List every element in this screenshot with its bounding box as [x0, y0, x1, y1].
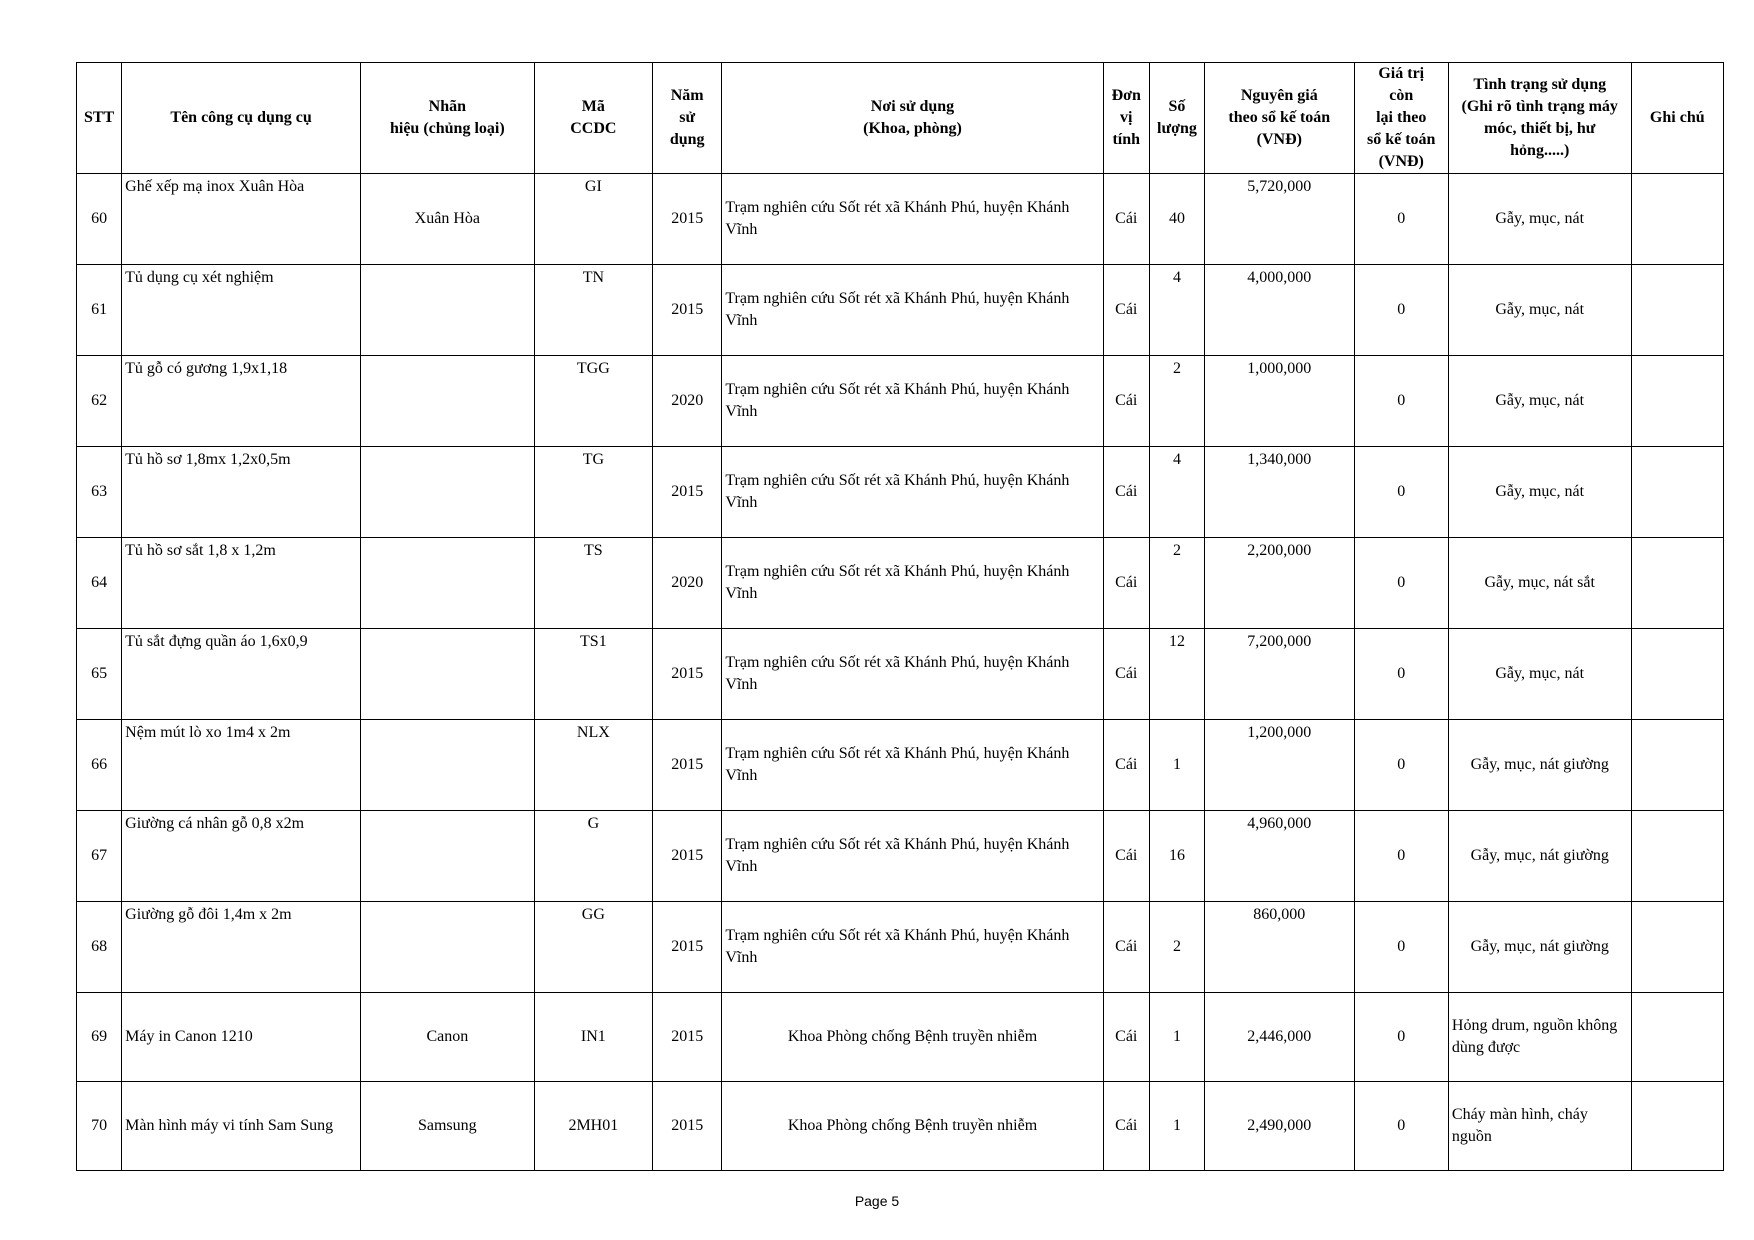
- header-residual: Giá trị còn lại theo sổ kế toán (VNĐ): [1354, 63, 1448, 174]
- cell-note: [1631, 265, 1723, 356]
- cell-name: Máy in Canon 1210: [122, 993, 361, 1082]
- cell-code: TGG: [534, 356, 652, 447]
- cell-cost: 2,446,000: [1205, 993, 1355, 1082]
- cell-year: 2015: [653, 720, 722, 811]
- cell-place: Trạm nghiên cứu Sốt rét xã Khánh Phú, huyện Khánh Vĩnh: [722, 265, 1103, 356]
- cell-name: Giường gỗ đôi 1,4m x 2m: [122, 902, 361, 993]
- cell-unit: Cái: [1103, 993, 1149, 1082]
- cell-year: 2020: [653, 356, 722, 447]
- cell-note: [1631, 902, 1723, 993]
- cell-status: Gẫy, mục, nát giường: [1448, 720, 1631, 811]
- cell-year: 2015: [653, 993, 722, 1082]
- cell-unit: Cái: [1103, 447, 1149, 538]
- cell-brand: [361, 629, 535, 720]
- cell-code: TS1: [534, 629, 652, 720]
- cell-unit: Cái: [1103, 356, 1149, 447]
- cell-name: Tủ hồ sơ 1,8mx 1,2x0,5m: [122, 447, 361, 538]
- cell-name: Tủ dụng cụ xét nghiệm: [122, 265, 361, 356]
- cell-qty: 2: [1149, 902, 1204, 993]
- cell-status: Cháy màn hình, cháy nguồn: [1448, 1082, 1631, 1171]
- cell-qty: 40: [1149, 174, 1204, 265]
- cell-place: Trạm nghiên cứu Sốt rét xã Khánh Phú, huyện Khánh Vĩnh: [722, 811, 1103, 902]
- cell-cost: 7,200,000: [1205, 629, 1355, 720]
- cell-brand: Canon: [361, 993, 535, 1082]
- cell-year: 2015: [653, 811, 722, 902]
- header-qty: Số lượng: [1149, 63, 1204, 174]
- cell-stt: 69: [77, 993, 122, 1082]
- cell-qty: 2: [1149, 538, 1204, 629]
- cell-cost: 1,200,000: [1205, 720, 1355, 811]
- cell-stt: 70: [77, 1082, 122, 1171]
- cell-residual: 0: [1354, 629, 1448, 720]
- cell-year: 2015: [653, 629, 722, 720]
- cell-brand: [361, 902, 535, 993]
- cell-note: [1631, 1082, 1723, 1171]
- table-row: [77, 538, 1724, 629]
- cell-residual: 0: [1354, 811, 1448, 902]
- header-place: Nơi sử dụng (Khoa, phòng): [722, 63, 1103, 174]
- cell-status: Gẫy, mục, nát: [1448, 174, 1631, 265]
- cell-unit: Cái: [1103, 1082, 1149, 1171]
- cell-unit: Cái: [1103, 720, 1149, 811]
- cell-year: 2015: [653, 902, 722, 993]
- cell-note: [1631, 811, 1723, 902]
- cell-unit: Cái: [1103, 811, 1149, 902]
- table-row: [77, 265, 1724, 356]
- cell-stt: 60: [77, 174, 122, 265]
- table-row: [77, 720, 1724, 811]
- table-row: [77, 447, 1724, 538]
- cell-year: 2015: [653, 1082, 722, 1171]
- cell-residual: 0: [1354, 265, 1448, 356]
- header-unit: Đơn vị tính: [1103, 63, 1149, 174]
- cell-place: Trạm nghiên cứu Sốt rét xã Khánh Phú, huyện Khánh Vĩnh: [722, 538, 1103, 629]
- cell-residual: 0: [1354, 356, 1448, 447]
- cell-stt: 61: [77, 265, 122, 356]
- cell-code: G: [534, 811, 652, 902]
- cell-residual: 0: [1354, 447, 1448, 538]
- cell-stt: 64: [77, 538, 122, 629]
- cell-unit: Cái: [1103, 902, 1149, 993]
- cell-residual: 0: [1354, 902, 1448, 993]
- table-row: [77, 174, 1724, 265]
- cell-residual: 0: [1354, 538, 1448, 629]
- cell-residual: 0: [1354, 993, 1448, 1082]
- table-row: [77, 629, 1724, 720]
- cell-code: 2MH01: [534, 1082, 652, 1171]
- cell-residual: 0: [1354, 174, 1448, 265]
- table-row: [77, 902, 1724, 993]
- cell-code: NLX: [534, 720, 652, 811]
- inventory-table: [76, 62, 1724, 1171]
- cell-status: Hỏng drum, nguồn không dùng được: [1448, 993, 1631, 1082]
- header-name: Tên công cụ dụng cụ: [122, 63, 361, 174]
- table-row: [77, 356, 1724, 447]
- cell-code: TN: [534, 265, 652, 356]
- table-row: [77, 811, 1724, 902]
- cell-residual: 0: [1354, 720, 1448, 811]
- cell-code: GG: [534, 902, 652, 993]
- cell-stt: 63: [77, 447, 122, 538]
- cell-qty: 16: [1149, 811, 1204, 902]
- header-year: Năm sử dụng: [653, 63, 722, 174]
- cell-cost: 2,490,000: [1205, 1082, 1355, 1171]
- cell-code: TG: [534, 447, 652, 538]
- cell-name: Màn hình máy vi tính Sam Sung: [122, 1082, 361, 1171]
- cell-name: Tủ hồ sơ sắt 1,8 x 1,2m: [122, 538, 361, 629]
- cell-note: [1631, 993, 1723, 1082]
- header-row: [77, 63, 1724, 174]
- cell-brand: [361, 447, 535, 538]
- cell-year: 2015: [653, 447, 722, 538]
- cell-place: Trạm nghiên cứu Sốt rét xã Khánh Phú, huyện Khánh Vĩnh: [722, 356, 1103, 447]
- cell-brand: [361, 538, 535, 629]
- cell-cost: 860,000: [1205, 902, 1355, 993]
- cell-name: Tủ gỗ có gương 1,9x1,18: [122, 356, 361, 447]
- cell-unit: Cái: [1103, 174, 1149, 265]
- cell-place: Trạm nghiên cứu Sốt rét xã Khánh Phú, huyện Khánh Vĩnh: [722, 174, 1103, 265]
- cell-place: Trạm nghiên cứu Sốt rét xã Khánh Phú, huyện Khánh Vĩnh: [722, 720, 1103, 811]
- cell-stt: 62: [77, 356, 122, 447]
- cell-qty: 1: [1149, 1082, 1204, 1171]
- cell-status: Gẫy, mục, nát: [1448, 447, 1631, 538]
- cell-stt: 67: [77, 811, 122, 902]
- cell-note: [1631, 629, 1723, 720]
- cell-unit: Cái: [1103, 538, 1149, 629]
- cell-status: Gẫy, mục, nát giường: [1448, 811, 1631, 902]
- table-row: [77, 1082, 1724, 1171]
- cell-code: TS: [534, 538, 652, 629]
- cell-brand: [361, 356, 535, 447]
- cell-cost: 1,340,000: [1205, 447, 1355, 538]
- cell-cost: 2,200,000: [1205, 538, 1355, 629]
- cell-brand: Samsung: [361, 1082, 535, 1171]
- cell-brand: Xuân Hòa: [361, 174, 535, 265]
- cell-qty: 12: [1149, 629, 1204, 720]
- cell-qty: 2: [1149, 356, 1204, 447]
- cell-code: IN1: [534, 993, 652, 1082]
- cell-note: [1631, 538, 1723, 629]
- cell-brand: [361, 265, 535, 356]
- cell-note: [1631, 174, 1723, 265]
- cell-residual: 0: [1354, 1082, 1448, 1171]
- header-note: Ghi chú: [1631, 63, 1723, 174]
- table-row: [77, 993, 1724, 1082]
- header-status: Tình trạng sử dụng (Ghi rõ tình trạng máy móc, thiết bị, hư hỏng.....): [1448, 63, 1631, 174]
- cell-unit: Cái: [1103, 629, 1149, 720]
- cell-qty: 1: [1149, 720, 1204, 811]
- cell-stt: 68: [77, 902, 122, 993]
- cell-year: 2020: [653, 538, 722, 629]
- header-cost: Nguyên giá theo sổ kế toán (VNĐ): [1205, 63, 1355, 174]
- header-stt: STT: [77, 63, 122, 174]
- cell-status: Gẫy, mục, nát giường: [1448, 902, 1631, 993]
- cell-brand: [361, 811, 535, 902]
- cell-note: [1631, 447, 1723, 538]
- cell-stt: 66: [77, 720, 122, 811]
- page-number: Page 5: [854, 1193, 900, 1209]
- cell-status: Gẫy, mục, nát sắt: [1448, 538, 1631, 629]
- cell-cost: 5,720,000: [1205, 174, 1355, 265]
- cell-status: Gẫy, mục, nát: [1448, 265, 1631, 356]
- header-brand: Nhãn hiệu (chủng loại): [361, 63, 535, 174]
- cell-name: Ghế xếp mạ inox Xuân Hòa: [122, 174, 361, 265]
- cell-place: Trạm nghiên cứu Sốt rét xã Khánh Phú, huyện Khánh Vĩnh: [722, 902, 1103, 993]
- cell-status: Gẫy, mục, nát: [1448, 356, 1631, 447]
- cell-unit: Cái: [1103, 265, 1149, 356]
- cell-year: 2015: [653, 174, 722, 265]
- cell-cost: 1,000,000: [1205, 356, 1355, 447]
- cell-name: Nệm mút lò xo 1m4 x 2m: [122, 720, 361, 811]
- cell-qty: 1: [1149, 993, 1204, 1082]
- cell-cost: 4,000,000: [1205, 265, 1355, 356]
- cell-status: Gẫy, mục, nát: [1448, 629, 1631, 720]
- cell-note: [1631, 720, 1723, 811]
- cell-place: Trạm nghiên cứu Sốt rét xã Khánh Phú, huyện Khánh Vĩnh: [722, 447, 1103, 538]
- cell-place: Khoa Phòng chống Bệnh truyền nhiễm: [722, 1082, 1103, 1171]
- cell-qty: 4: [1149, 265, 1204, 356]
- cell-qty: 4: [1149, 447, 1204, 538]
- cell-code: GI: [534, 174, 652, 265]
- cell-name: Giường cá nhân gỗ 0,8 x2m: [122, 811, 361, 902]
- cell-cost: 4,960,000: [1205, 811, 1355, 902]
- cell-name: Tủ sắt đựng quần áo 1,6x0,9: [122, 629, 361, 720]
- header-code: Mã CCDC: [534, 63, 652, 174]
- cell-stt: 65: [77, 629, 122, 720]
- cell-place: Khoa Phòng chống Bệnh truyền nhiễm: [722, 993, 1103, 1082]
- cell-place: Trạm nghiên cứu Sốt rét xã Khánh Phú, huyện Khánh Vĩnh: [722, 629, 1103, 720]
- cell-note: [1631, 356, 1723, 447]
- cell-brand: [361, 720, 535, 811]
- cell-year: 2015: [653, 265, 722, 356]
